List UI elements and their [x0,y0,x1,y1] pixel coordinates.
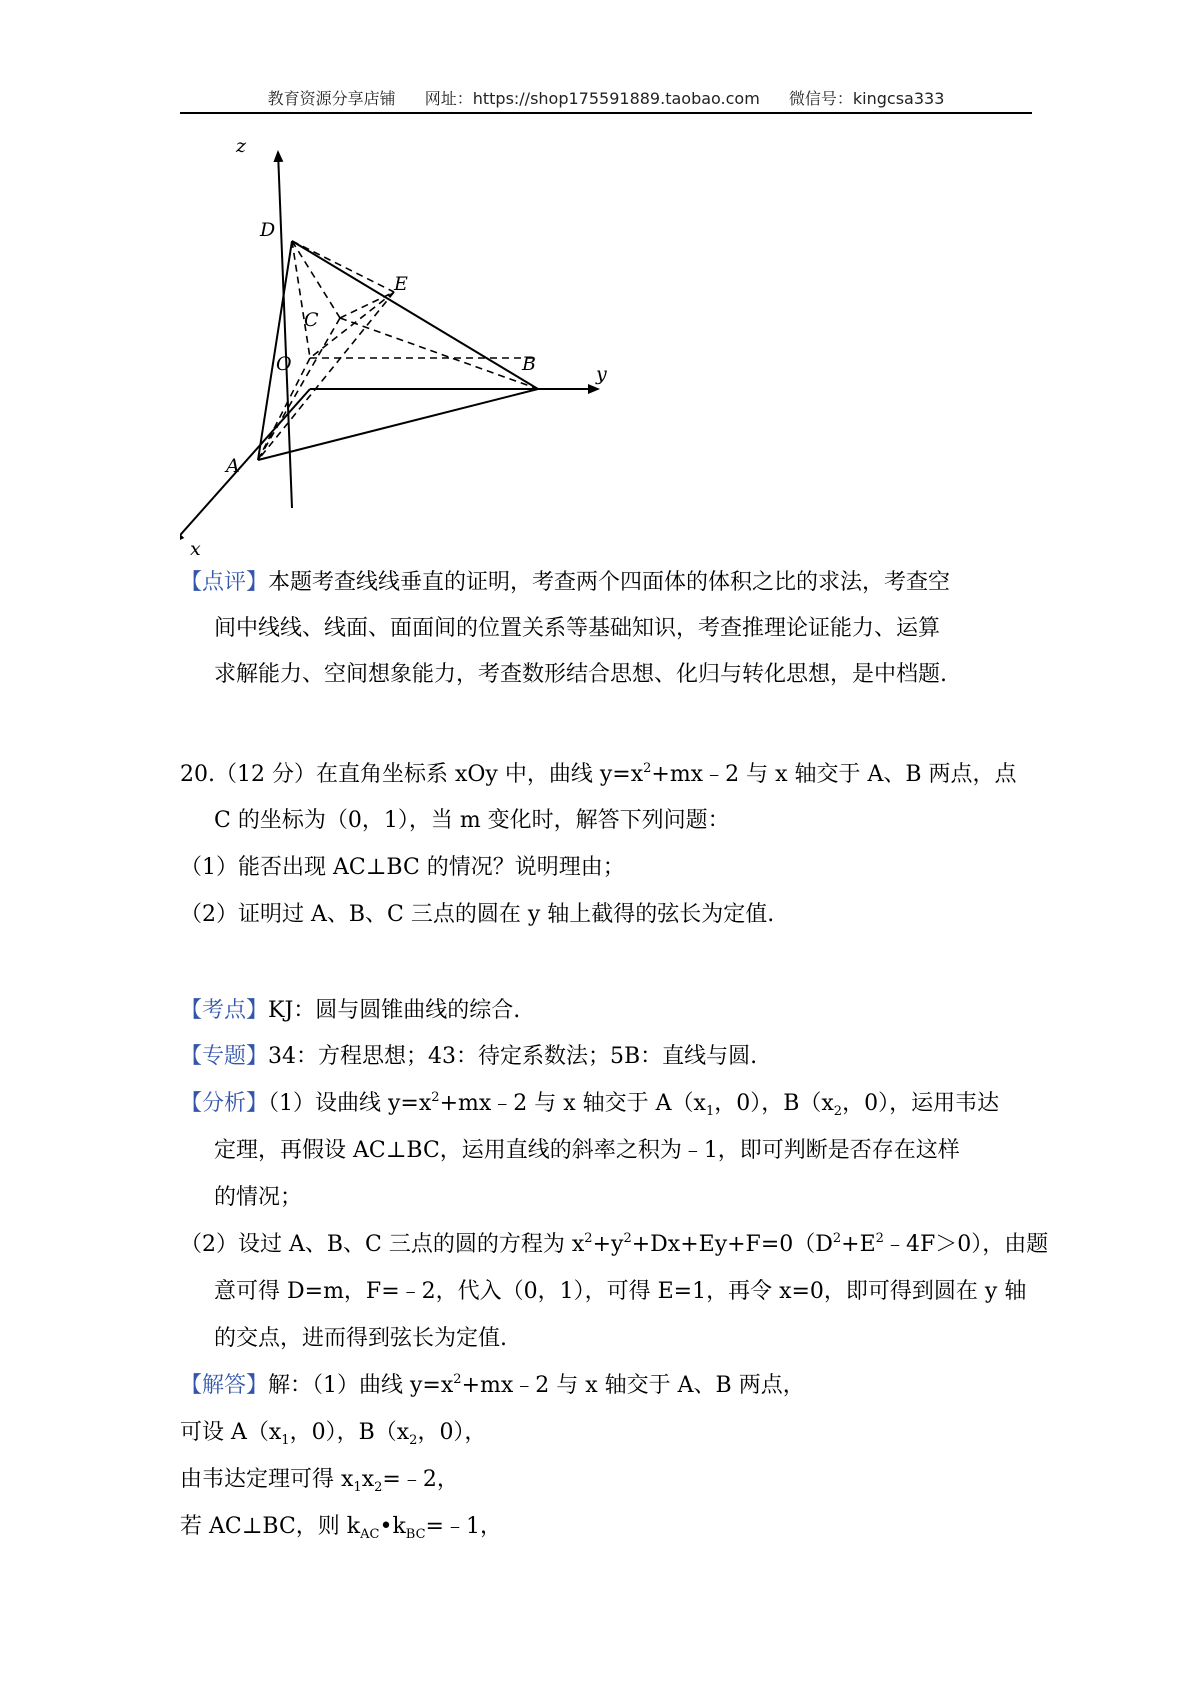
label-z: z [236,140,247,157]
fenxi-line-4 [180,1230,1048,1260]
header-url: 网址：https://shop175591889.taobao.com [424,89,760,108]
problem-sup: 2 [643,761,652,776]
label-B: B [522,353,536,375]
fenxi-4-sup1: 2 [584,1231,593,1246]
review-text-1: 本题考查线线垂直的证明，考查两个四面体的体积之比的求法，考查空 [268,570,951,595]
jieda-4c: =﹣1， [425,1514,502,1539]
jieda-4-sub2: BC [405,1527,426,1542]
label-O: O [276,353,292,375]
fenxi-line-5: 意可得 D=m，F=﹣2，代入（0，1），可得 E=1，再令 x=0，即可得到圆在 y 轴 [214,1279,1027,1304]
fenxi-1a: （1）设曲线 y=x [268,1091,432,1116]
zhuanti-tag: 【专题】 [180,1044,269,1069]
jieda-line-2 [180,1418,486,1448]
review-line-2: 间中线线、线面、面面间的位置关系等基础知识，考查推理论证能力、运算 [214,616,941,641]
fenxi-4c: +Dx+Ey+F=0（D [631,1232,833,1257]
problem-text-1a: 20.（12 分）在直角坐标系 xOy 中，曲线 y=x [180,762,644,787]
fenxi-1-sup: 2 [431,1090,440,1105]
kaodian-line [180,996,520,1026]
label-x: x [190,538,201,560]
fenxi-line-3: 的情况； [214,1185,303,1210]
jieda-4a: 若 AC⊥BC，则 k [180,1514,361,1539]
jieda-2-sub1: 1 [281,1433,290,1448]
jieda-1a: 解：（1）曲线 y=x [268,1373,454,1398]
fenxi-line-2: 定理，再假设 AC⊥BC，运用直线的斜率之积为﹣1，即可判断是否存在这样 [214,1138,960,1163]
fenxi-4e: ﹣4F＞0），由题 [883,1232,1049,1257]
fenxi-line-1 [180,1089,999,1119]
fenxi-1-sub1: 1 [705,1104,715,1119]
jieda-3c: =﹣2， [382,1467,459,1492]
problem-question-1: （1）能否出现 AC⊥BC 的情况？说明理由； [180,855,625,880]
jieda-3a: 由韦达定理可得 x [180,1467,354,1492]
jieda-2a: 可设 A（x [180,1420,282,1445]
edge-DO [292,241,310,358]
fenxi-4a: （2）设过 A、B、C 三点的圆的方程为 x [180,1232,585,1257]
zhuanti-line [180,1042,757,1072]
problem-question-2: （2）证明过 A、B、C 三点的圆在 y 轴上截得的弦长为定值. [180,902,775,927]
edge-EO [310,292,394,358]
kaodian-text: KJ：圆与圆锥曲线的综合. [268,998,521,1023]
fenxi-1d: ，0），运用韦达 [842,1091,1000,1116]
problem-line-1 [180,760,1017,790]
edge-CE [340,292,394,318]
fenxi-4-sup2: 2 [623,1231,632,1246]
jieda-4-sub1: AC [360,1527,380,1542]
jieda-1-sup: 2 [453,1372,462,1387]
label-D: D [260,219,276,241]
fenxi-line-6: 的交点，进而得到弦长为定值. [214,1326,507,1351]
fenxi-4b: +y [592,1232,624,1257]
jieda-tag: 【解答】 [180,1373,269,1398]
jieda-line-4 [180,1512,502,1542]
tetrahedron-diagram [180,140,680,560]
fenxi-1c: ，0），B（x [714,1091,834,1116]
label-C: C [304,309,319,331]
edge-EA [258,292,394,460]
zhuanti-text: 34：方程思想；43：待定系数法；5B：直线与圆. [268,1044,758,1069]
page-header [180,86,1032,112]
jieda-1b: +mx﹣2 与 x 轴交于 A、B 两点， [461,1373,805,1398]
jieda-3-sub1: 1 [353,1480,362,1495]
review-line-3: 求解能力、空间想象能力，考查数形结合思想、化归与转化思想，是中档题. [214,662,947,687]
problem-line-2: C 的坐标为（0，1），当 m 变化时，解答下列问题： [214,808,730,833]
jieda-line-1 [180,1371,805,1401]
fenxi-4d: +E [841,1232,876,1257]
review-tag: 【点评】 [180,570,269,595]
jieda-3-sub2: 2 [374,1480,383,1495]
jieda-3b: x [361,1467,375,1492]
jieda-line-3 [180,1465,459,1495]
kaodian-tag: 【考点】 [180,998,269,1023]
fenxi-4-sup3: 2 [832,1231,842,1246]
jieda-2c: ，0）， [417,1420,487,1445]
fenxi-4-sup4: 2 [875,1231,884,1246]
jieda-2-sub2: 2 [409,1433,418,1448]
fenxi-1b: +mx﹣2 与 x 轴交于 A（x [439,1091,706,1116]
jieda-2b: ，0），B（x [289,1420,410,1445]
header-wechat: 微信号：kingcsa333 [788,89,945,108]
problem-text-1b: +mx﹣2 与 x 轴交于 A、B 两点，点 [651,762,1017,787]
geometry-figure [180,140,680,560]
fenxi-tag: 【分析】 [180,1091,269,1116]
fenxi-1-sub2: 2 [833,1104,843,1119]
label-A: A [226,455,240,477]
header-rule [180,112,1032,114]
jieda-4b: •k [379,1514,406,1539]
edge-DB [292,241,538,389]
label-E: E [394,273,408,295]
label-y: y [596,363,607,385]
header-shop: 教育资源分享店铺 [267,89,396,108]
review-line-1 [180,568,950,598]
